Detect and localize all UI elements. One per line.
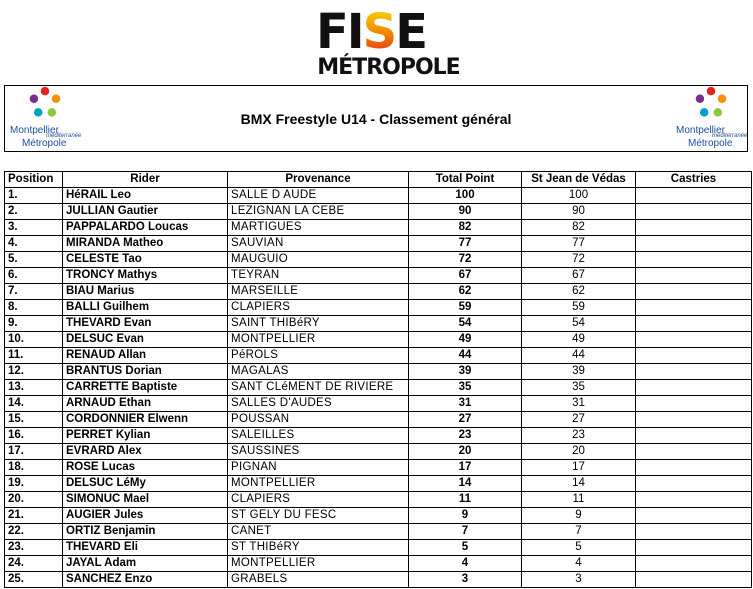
rider-cell: TRONCY Mathys xyxy=(63,268,228,284)
position-cell: 4. xyxy=(5,236,63,252)
provenance-cell: PéROLS xyxy=(228,348,409,364)
provenance-cell: SALEILLES xyxy=(228,428,409,444)
table-row xyxy=(5,492,752,508)
provenance-cell: SANT CLéMENT DE RIVIERE xyxy=(228,380,409,396)
total-point-cell: 23 xyxy=(409,428,522,444)
position-cell: 17. xyxy=(5,444,63,460)
table-row xyxy=(5,332,752,348)
table-row xyxy=(5,204,752,220)
castries-cell xyxy=(636,252,752,268)
table-row xyxy=(5,348,752,364)
castries-cell xyxy=(636,556,752,572)
table-row xyxy=(5,428,752,444)
position-cell: 5. xyxy=(5,252,63,268)
position-cell: 15. xyxy=(5,412,63,428)
rider-cell: BRANTUS Dorian xyxy=(63,364,228,380)
position-cell: 13. xyxy=(5,380,63,396)
castries-cell xyxy=(636,300,752,316)
page-title: BMX Freestyle U14 - Classement général xyxy=(240,111,512,127)
castries-cell xyxy=(636,428,752,444)
rider-cell: HéRAIL Leo xyxy=(63,188,228,204)
provenance-cell: MONTPELLIER xyxy=(228,556,409,572)
total-point-cell: 67 xyxy=(409,268,522,284)
total-point-cell: 4 xyxy=(409,556,522,572)
fise-metropole-logo xyxy=(316,6,461,80)
provenance-cell: SAUSSINES xyxy=(228,444,409,460)
total-point-cell: 44 xyxy=(409,348,522,364)
rider-cell: EVRARD Alex xyxy=(63,444,228,460)
total-point-cell: 77 xyxy=(409,236,522,252)
table-row xyxy=(5,316,752,332)
provenance-cell: MONTPELLIER xyxy=(228,476,409,492)
st-jean-de-vedas-cell: 39 xyxy=(522,364,636,380)
castries-cell xyxy=(636,396,752,412)
castries-cell xyxy=(636,236,752,252)
table-row xyxy=(5,300,752,316)
castries-cell xyxy=(636,572,752,588)
rider-cell: JULLIAN Gautier xyxy=(63,204,228,220)
st-jean-de-vedas-cell: 72 xyxy=(522,252,636,268)
castries-cell xyxy=(636,492,752,508)
castries-cell xyxy=(636,380,752,396)
position-cell: 7. xyxy=(5,284,63,300)
rider-cell: PAPPALARDO Loucas xyxy=(63,220,228,236)
rider-cell: JAYAL Adam xyxy=(63,556,228,572)
total-point-cell: 59 xyxy=(409,300,522,316)
castries-cell xyxy=(636,332,752,348)
position-cell: 23. xyxy=(5,540,63,556)
rider-cell: DELSUC LéMy xyxy=(63,476,228,492)
st-jean-de-vedas-cell: 67 xyxy=(522,268,636,284)
castries-cell xyxy=(636,188,752,204)
total-point-cell: 82 xyxy=(409,220,522,236)
castries-cell xyxy=(636,220,752,236)
provenance-cell: SALLE D AUDE xyxy=(228,188,409,204)
table-row xyxy=(5,556,752,572)
column-header-position: Position xyxy=(5,172,63,188)
provenance-cell: CLAPIERS xyxy=(228,300,409,316)
results-table xyxy=(4,171,752,588)
rider-cell: ROSE Lucas xyxy=(63,460,228,476)
provenance-cell: PIGNAN xyxy=(228,460,409,476)
position-cell: 12. xyxy=(5,364,63,380)
position-cell: 3. xyxy=(5,220,63,236)
fise-logo-word: FISE xyxy=(316,4,427,60)
castries-cell xyxy=(636,316,752,332)
partner-logo-line1: Montpellier xyxy=(676,125,725,136)
column-header-rider: Rider xyxy=(63,172,228,188)
position-cell: 14. xyxy=(5,396,63,412)
rider-cell: MIRANDA Matheo xyxy=(63,236,228,252)
provenance-cell: MONTPELLIER xyxy=(228,332,409,348)
rider-cell: BALLI Guilhem xyxy=(63,300,228,316)
st-jean-de-vedas-cell: 54 xyxy=(522,316,636,332)
partner-logo-line3: Métropole xyxy=(688,138,733,149)
partner-logo-line2: méditerranée xyxy=(712,133,748,139)
st-jean-de-vedas-cell: 14 xyxy=(522,476,636,492)
results-table-body xyxy=(5,188,752,588)
provenance-cell: MARSEILLE xyxy=(228,284,409,300)
total-point-cell: 14 xyxy=(409,476,522,492)
provenance-cell: SAUVIAN xyxy=(228,236,409,252)
position-cell: 21. xyxy=(5,508,63,524)
provenance-cell: TEYRAN xyxy=(228,268,409,284)
position-cell: 8. xyxy=(5,300,63,316)
column-header-st-jean-de-vedas: St Jean de Védas xyxy=(522,172,636,188)
rider-cell: DELSUC Evan xyxy=(63,332,228,348)
total-point-cell: 7 xyxy=(409,524,522,540)
rider-cell: CELESTE Tao xyxy=(63,252,228,268)
table-row xyxy=(5,252,752,268)
st-jean-de-vedas-cell: 82 xyxy=(522,220,636,236)
provenance-cell: LEZIGNAN LA CEBE xyxy=(228,204,409,220)
partner-logo-line1: Montpellier xyxy=(10,125,59,136)
provenance-cell: ST THIBéRY xyxy=(228,540,409,556)
position-cell: 20. xyxy=(5,492,63,508)
st-jean-de-vedas-cell: 5 xyxy=(522,540,636,556)
rider-cell: CORDONNIER Elwenn xyxy=(63,412,228,428)
title-header-box xyxy=(4,85,748,152)
total-point-cell: 62 xyxy=(409,284,522,300)
total-point-cell: 20 xyxy=(409,444,522,460)
table-header-row xyxy=(5,172,752,188)
total-point-cell: 3 xyxy=(409,572,522,588)
castries-cell xyxy=(636,444,752,460)
table-row xyxy=(5,220,752,236)
position-cell: 25. xyxy=(5,572,63,588)
castries-cell xyxy=(636,540,752,556)
rider-cell: BIAU Marius xyxy=(63,284,228,300)
castries-cell xyxy=(636,524,752,540)
rider-cell: SIMONUC Mael xyxy=(63,492,228,508)
rider-cell: RENAUD Allan xyxy=(63,348,228,364)
st-jean-de-vedas-cell: 62 xyxy=(522,284,636,300)
provenance-cell: SAINT THIBéRY xyxy=(228,316,409,332)
column-header-castries: Castries xyxy=(636,172,752,188)
table-row xyxy=(5,572,752,588)
total-point-cell: 72 xyxy=(409,252,522,268)
st-jean-de-vedas-cell: 27 xyxy=(522,412,636,428)
column-header-provenance: Provenance xyxy=(228,172,409,188)
table-row xyxy=(5,284,752,300)
st-jean-de-vedas-cell: 11 xyxy=(522,492,636,508)
total-point-cell: 54 xyxy=(409,316,522,332)
rider-cell: THEVARD Evan xyxy=(63,316,228,332)
castries-cell xyxy=(636,476,752,492)
position-cell: 16. xyxy=(5,428,63,444)
castries-cell xyxy=(636,364,752,380)
provenance-cell: ST GELY DU FESC xyxy=(228,508,409,524)
rider-cell: ARNAUD Ethan xyxy=(63,396,228,412)
table-row xyxy=(5,524,752,540)
table-row xyxy=(5,540,752,556)
table-row xyxy=(5,460,752,476)
st-jean-de-vedas-cell: 31 xyxy=(522,396,636,412)
table-row xyxy=(5,476,752,492)
castries-cell xyxy=(636,284,752,300)
provenance-cell: POUSSAN xyxy=(228,412,409,428)
castries-cell xyxy=(636,204,752,220)
provenance-cell: SALLES D'AUDES xyxy=(228,396,409,412)
rider-cell: THEVARD Eli xyxy=(63,540,228,556)
table-row xyxy=(5,380,752,396)
total-point-cell: 11 xyxy=(409,492,522,508)
position-cell: 11. xyxy=(5,348,63,364)
st-jean-de-vedas-cell: 17 xyxy=(522,460,636,476)
rider-cell: CARRETTE Baptiste xyxy=(63,380,228,396)
position-cell: 19. xyxy=(5,476,63,492)
rider-cell: AUGIER Jules xyxy=(63,508,228,524)
provenance-cell: MAGALAS xyxy=(228,364,409,380)
position-cell: 10. xyxy=(5,332,63,348)
table-row xyxy=(5,508,752,524)
table-row xyxy=(5,364,752,380)
total-point-cell: 90 xyxy=(409,204,522,220)
provenance-cell: CANET xyxy=(228,524,409,540)
total-point-cell: 39 xyxy=(409,364,522,380)
provenance-cell: GRABELS xyxy=(228,572,409,588)
total-point-cell: 5 xyxy=(409,540,522,556)
st-jean-de-vedas-cell: 20 xyxy=(522,444,636,460)
provenance-cell: CLAPIERS xyxy=(228,492,409,508)
total-point-cell: 9 xyxy=(409,508,522,524)
st-jean-de-vedas-cell: 4 xyxy=(522,556,636,572)
rider-cell: PERRET Kylian xyxy=(63,428,228,444)
castries-cell xyxy=(636,460,752,476)
partner-logo-line2: méditerranée xyxy=(46,133,82,139)
st-jean-de-vedas-cell: 3 xyxy=(522,572,636,588)
provenance-cell: MAUGUIO xyxy=(228,252,409,268)
metropole-logo-word: MÉTROPOLE xyxy=(317,55,460,80)
st-jean-de-vedas-cell: 90 xyxy=(522,204,636,220)
total-point-cell: 27 xyxy=(409,412,522,428)
position-cell: 22. xyxy=(5,524,63,540)
castries-cell xyxy=(636,268,752,284)
position-cell: 2. xyxy=(5,204,63,220)
total-point-cell: 17 xyxy=(409,460,522,476)
st-jean-de-vedas-cell: 59 xyxy=(522,300,636,316)
st-jean-de-vedas-cell: 100 xyxy=(522,188,636,204)
table-row xyxy=(5,188,752,204)
position-cell: 1. xyxy=(5,188,63,204)
rider-cell: ORTIZ Benjamin xyxy=(63,524,228,540)
total-point-cell: 35 xyxy=(409,380,522,396)
provenance-cell: MARTIGUES xyxy=(228,220,409,236)
st-jean-de-vedas-cell: 44 xyxy=(522,348,636,364)
position-cell: 9. xyxy=(5,316,63,332)
total-point-cell: 31 xyxy=(409,396,522,412)
position-cell: 6. xyxy=(5,268,63,284)
st-jean-de-vedas-cell: 77 xyxy=(522,236,636,252)
castries-cell xyxy=(636,508,752,524)
st-jean-de-vedas-cell: 49 xyxy=(522,332,636,348)
table-row xyxy=(5,396,752,412)
st-jean-de-vedas-cell: 35 xyxy=(522,380,636,396)
montpellier-metropole-logo-right xyxy=(674,86,748,152)
table-row xyxy=(5,236,752,252)
table-row xyxy=(5,268,752,284)
castries-cell xyxy=(636,348,752,364)
star-icon xyxy=(694,86,728,120)
st-jean-de-vedas-cell: 9 xyxy=(522,508,636,524)
position-cell: 18. xyxy=(5,460,63,476)
total-point-cell: 100 xyxy=(409,188,522,204)
rider-cell: SANCHEZ Enzo xyxy=(63,572,228,588)
table-row xyxy=(5,444,752,460)
total-point-cell: 49 xyxy=(409,332,522,348)
column-header-total-point: Total Point xyxy=(409,172,522,188)
partner-logo-line3: Métropole xyxy=(22,138,67,149)
position-cell: 24. xyxy=(5,556,63,572)
table-row xyxy=(5,412,752,428)
castries-cell xyxy=(636,412,752,428)
st-jean-de-vedas-cell: 7 xyxy=(522,524,636,540)
st-jean-de-vedas-cell: 23 xyxy=(522,428,636,444)
